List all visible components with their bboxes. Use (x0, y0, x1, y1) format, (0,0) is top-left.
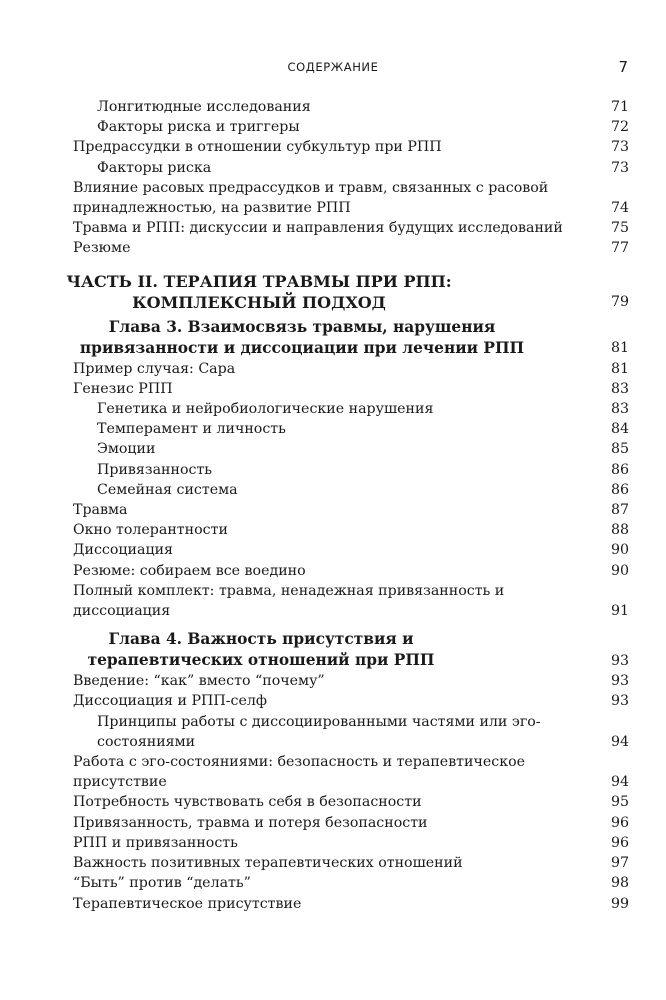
page-number: 7 (618, 58, 628, 76)
toc-entry-title: Генетика и нейробиологические нарушения (97, 401, 434, 418)
toc-entry (0, 218, 666, 238)
toc-entry-title: Полный комплект: травма, ненадежная привязанность и диссоциация (73, 582, 505, 620)
toc-entry-page: 99 (610, 895, 629, 912)
toc-entry-title: Работа с эго-состояниями: безопасность и терапевтическое присутствие (73, 754, 526, 791)
toc-entry-title: Факторы риска и триггеры (97, 119, 300, 136)
toc-chapter-page: 81 (610, 340, 629, 357)
toc-entry-title: Предрассудки в отношении субкультур при РПП (73, 139, 442, 156)
toc-entry-page: 71 (610, 99, 629, 115)
toc-entry (0, 500, 666, 520)
toc-entry-title: Диссоциация и РПП-селф (73, 693, 268, 710)
toc-entry-page: 88 (610, 522, 629, 539)
toc-entry-page: 77 (610, 240, 629, 257)
toc-entry-page: 98 (610, 875, 629, 892)
toc-entry (0, 853, 666, 873)
toc-entry-page: 73 (610, 159, 629, 176)
toc-entry-page: 83 (610, 401, 629, 418)
toc-entry-title: Диссоциация (73, 542, 173, 559)
toc-entry-title: Влияние расовых предрассудков и травм, связанных с расовой принадлежностью, на развитие РПП (73, 179, 549, 217)
toc-entry (0, 833, 666, 853)
toc-entry-title: Принципы работы с диссоциированными частями или эго-состояниями (97, 713, 541, 750)
toc-entry (0, 712, 666, 752)
toc-entry-title: “Быть” против “делать” (73, 875, 251, 892)
toc-entry-page: 93 (610, 693, 629, 710)
toc-entry (0, 439, 666, 459)
toc-entry-title: Резюме: собираем все воедино (73, 562, 306, 579)
toc-entry (0, 752, 666, 792)
toc-entry (0, 894, 666, 914)
running-header (0, 58, 666, 82)
toc-entry (0, 460, 666, 480)
toc-entry-page: 94 (610, 774, 629, 791)
table-of-contents (0, 97, 666, 914)
toc-entry (0, 520, 666, 540)
toc-entry-title: Введение: “как” вместо “почему” (73, 673, 325, 690)
toc-entry (0, 581, 666, 621)
toc-entry-title: Привязанность (97, 461, 213, 478)
toc-entry (0, 873, 666, 893)
toc-entry-title: Пример случая: Сара (73, 360, 236, 377)
toc-entry-page: 85 (610, 441, 629, 458)
toc-chapter-title: Глава 3. Взаимосвязь травмы, нарушения привязанности и диссоциации при лечении РПП (79, 317, 525, 357)
toc-entry-page: 75 (610, 220, 629, 237)
toc-entry (0, 238, 666, 258)
toc-entry-page: 87 (610, 502, 629, 519)
toc-entry-page: 95 (610, 794, 629, 811)
running-title: СОДЕРЖАНИЕ (287, 60, 379, 74)
toc-entry-page: 97 (610, 855, 629, 872)
toc-entry (0, 419, 666, 439)
toc-entry (0, 359, 666, 379)
toc-chapter-heading (0, 629, 666, 671)
toc-part-page: 79 (610, 294, 629, 311)
toc-entry-title: Генезис РПП (73, 380, 173, 397)
toc-entry (0, 691, 666, 711)
toc-part-title: ЧАСТЬ II. ТЕРАПИЯ ТРАВМЫ ПРИ РПП: КОМПЛЕКСНЫЙ ПОДХОД (66, 271, 452, 312)
toc-chapter-heading (0, 317, 666, 359)
toc-entry-page: 73 (610, 139, 629, 156)
toc-entry-title: Терапевтическое присутствие (73, 895, 302, 912)
toc-entry (0, 117, 666, 137)
toc-entry-page: 90 (610, 562, 629, 579)
toc-entry-title: Семейная система (97, 481, 238, 498)
toc-entry-title: Резюме (73, 240, 131, 257)
toc-entry-title: Окно толерантности (73, 522, 228, 539)
toc-entry-title: Лонгитюдные исследования (97, 99, 311, 115)
toc-entry-title: Травма (73, 502, 128, 519)
toc-chapter-page: 93 (610, 653, 629, 670)
toc-entry (0, 178, 666, 218)
toc-entry-title: Важность позитивных терапевтических отношений (73, 855, 463, 872)
toc-entry (0, 97, 666, 117)
toc-entry-page: 72 (610, 119, 629, 136)
toc-entry-page: 96 (610, 834, 629, 851)
toc-entry (0, 813, 666, 833)
toc-entry-title: Факторы риска (97, 159, 212, 176)
toc-entry-page: 91 (610, 603, 629, 620)
toc-entry (0, 561, 666, 581)
toc-entry-page: 83 (610, 380, 629, 397)
toc-entry-page: 94 (610, 733, 629, 750)
toc-entry-page: 81 (610, 360, 629, 377)
toc-entry-page: 84 (610, 421, 629, 438)
toc-entry (0, 399, 666, 419)
toc-entry-page: 74 (610, 200, 629, 217)
toc-entry (0, 379, 666, 399)
toc-entry-title: РПП и привязанность (73, 834, 238, 851)
toc-entry-page: 96 (610, 814, 629, 831)
toc-entry (0, 158, 666, 178)
toc-entry (0, 792, 666, 812)
toc-entry (0, 671, 666, 691)
toc-chapter-title: Глава 4. Важность присутствия и терапевтических отношений при РПП (87, 630, 435, 670)
toc-entry (0, 137, 666, 157)
toc-entry-title: Темперамент и личность (97, 421, 286, 438)
toc-entry-page: 86 (610, 481, 629, 498)
toc-entry-title: Эмоции (97, 441, 156, 458)
toc-entry-title: Потребность чувствовать себя в безопасности (73, 794, 422, 811)
toc-entry-page: 90 (610, 542, 629, 559)
toc-entry-page: 86 (610, 461, 629, 478)
toc-entry-title: Травма и РПП: дискуссии и направления будущих исследований (73, 220, 563, 237)
toc-entry-page: 93 (610, 673, 629, 690)
toc-part-heading (0, 271, 666, 313)
toc-entry (0, 540, 666, 560)
toc-entry-title: Привязанность, травма и потеря безопасности (73, 814, 428, 831)
toc-entry (0, 480, 666, 500)
